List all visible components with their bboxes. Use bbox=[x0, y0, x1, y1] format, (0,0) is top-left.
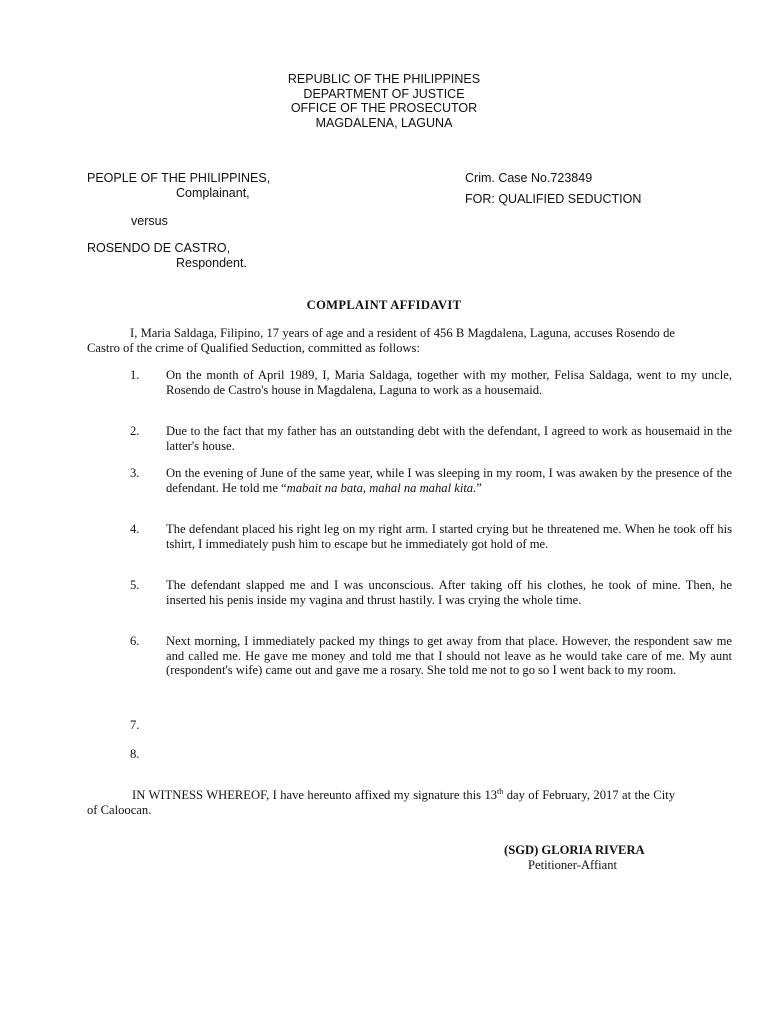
item-number: 2. bbox=[130, 424, 140, 438]
header-republic: REPUBLIC OF THE PHILIPPINES bbox=[287, 72, 481, 86]
item-text: Next morning, I immediately packed my things to get away from that place. However, the respondent saw me and called me. He gave me money and told me that I should not leave as he would take care of me. My aunt (respondent's wife) came out and gave me a rosary. She told me not to go so I went back to my room. bbox=[166, 634, 732, 677]
item-text: Due to the fact that my father has an outstanding debt with the defendant, I agreed to work as housemaid in the latter's house. bbox=[166, 424, 732, 453]
item-number: 7. bbox=[130, 718, 140, 732]
header-office: OFFICE OF THE PROSECUTOR bbox=[290, 101, 478, 115]
caption-respondent-role: Respondent. bbox=[176, 256, 247, 270]
caption-versus: versus bbox=[131, 214, 168, 228]
item-text: The defendant slapped me and I was unconscious. After taking off his clothes, he took of mine. Then, he inserted his penis inside my vagina and thrust hastily. I was crying the whole time. bbox=[166, 578, 732, 607]
intro-text: I, Maria Saldaga, Filipino, 17 years of age and a resident of 456 B Magdalena, Laguna, accuses Rosendo de Castro of the crime of Qualified Seduction, committed as follows: bbox=[87, 326, 675, 355]
item-number: 1. bbox=[130, 368, 140, 382]
item-text: The defendant placed his right leg on my right arm. I started crying but he threatened me. When he took off his tshirt, I immediately push him to escape but he immediately got hold of me. bbox=[166, 522, 732, 551]
signatory-role: Petitioner-Affiant bbox=[528, 858, 618, 872]
item-number: 5. bbox=[130, 578, 140, 592]
caption-case-number: Crim. Case No.723849 bbox=[465, 171, 593, 185]
caption-plaintiff-role: Complainant, bbox=[176, 186, 250, 200]
item-quote-end: ” bbox=[476, 480, 482, 495]
witness-paragraph bbox=[87, 788, 675, 818]
document-title: COMPLAINT AFFIDAVIT bbox=[306, 298, 462, 312]
caption-respondent: ROSENDO DE CASTRO, bbox=[87, 241, 231, 255]
item-quote: mabait na bata, mahal na mahal kita. bbox=[286, 480, 477, 495]
witness-day-suffix: th bbox=[497, 786, 504, 796]
header-location: MAGDALENA, LAGUNA bbox=[315, 115, 453, 130]
document-header bbox=[0, 72, 768, 130]
signatory-name: (SGD) GLORIA RIVERA bbox=[504, 843, 645, 857]
caption-plaintiff: PEOPLE OF THE PHILIPPINES, bbox=[87, 171, 271, 185]
intro-paragraph bbox=[87, 326, 675, 355]
header-department: DEPARTMENT OF JUSTICE bbox=[303, 86, 465, 101]
item-number: 3. bbox=[130, 466, 140, 480]
item-number: 6. bbox=[130, 634, 140, 648]
item-text: On the month of April 1989, I, Maria Saldaga, together with my mother, Felisa Saldaga, went to my uncle, Rosendo de Castro's house in Magdalena, Laguna to work as a housemaid. bbox=[166, 368, 732, 397]
witness-text-end: day of February, 2017 at the City of Caloocan. bbox=[87, 788, 675, 817]
item-number: 4. bbox=[130, 522, 140, 536]
caption-offense: FOR: QUALIFIED SEDUCTION bbox=[465, 192, 642, 206]
item-text bbox=[166, 466, 732, 495]
witness-text: IN WITNESS WHEREOF, I have hereunto affixed my signature this 13 bbox=[132, 788, 498, 802]
item-text-main: On the evening of June of the same year, while I was sleeping in my room, I was awaken by the presence of the defendant. He told me “ bbox=[166, 466, 732, 495]
item-number: 8. bbox=[130, 747, 140, 761]
